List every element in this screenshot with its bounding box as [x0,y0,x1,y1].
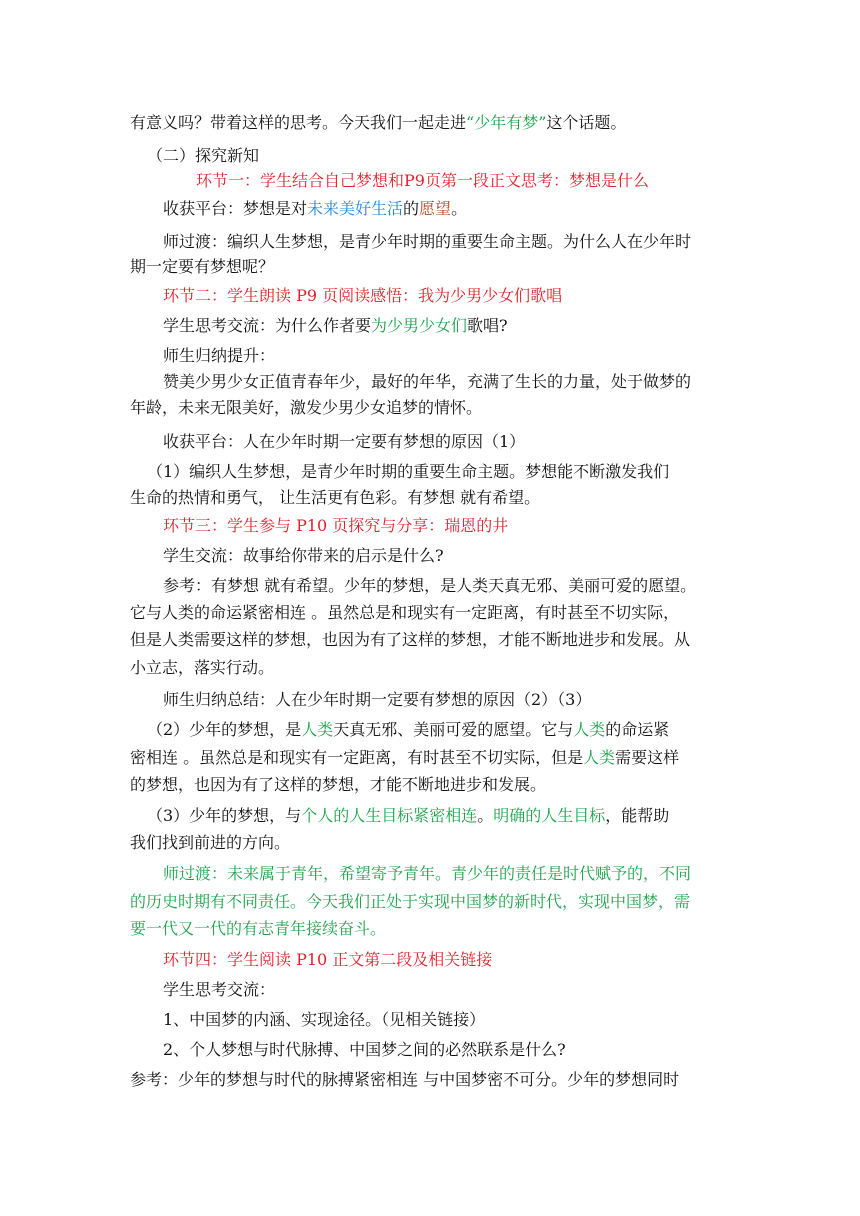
text-line: 参考：有梦想 就有希望。少年的梦想，是人类天真无邪、美丽可爱的愿望。 [163,576,697,595]
text-line: 师过渡：编织人生梦想，是青少年时期的重要生命主题。为什么人在少年时 [163,232,692,251]
text-line: 学生交流：故事给你带来的启示是什么? [163,546,444,565]
transition-text: 师过渡：未来属于青年，希望寄予青年。青少年的责任是时代赋予的，不同 [163,864,692,883]
text-line: 密相连 。虽然总是和现实有一定距离，有时甚至不切实际，但是人类需要这样 [130,748,680,767]
text-line: 学生思考交流：为什么作者要为少男少女们歌唱? [163,316,508,335]
text-line: 年龄，未来无限美好，激发少男少女追梦的情怀。 [130,398,483,417]
text-line: （3）少年的梦想，与个人的人生目标紧密相连。明确的人生目标，能帮助 [147,806,670,825]
text-line: 期一定要有梦想呢？ [130,257,275,276]
step-heading: 环节一：学生结合自己梦想和P9页第一段正文思考：梦想是什么 [196,171,649,190]
text-line: 师生归纳总结：人在少年时期一定要有梦想的原因（2）（3） [163,690,592,709]
transition-text: 要一代又一代的有志青年接续奋斗。 [130,919,387,938]
transition-text: 的历史时期有不同责任。今天我们正处于实现中国梦的新时代，实现中国梦，需 [130,892,691,911]
text-line: 小立志，落实行动。 [130,658,275,677]
step-heading: 环节四：学生阅读 P10 正文第二段及相关链接 [163,950,493,969]
text-line: 赞美少男少女正值青春年少，最好的年华，充满了生长的力量，处于做梦的 [163,372,692,391]
text-line: 我们找到前进的方向。 [130,833,291,852]
text-line: 学生思考交流： [163,980,276,999]
list-item: 1、中国梦的内涵、实现途径。（见相关链接） [163,1010,486,1029]
text-line: 的梦想，也因为有了这样的梦想，才能不断地进步和发展。 [130,775,547,794]
step-heading: 环节二：学生朗读 P9 页阅读感悟：我为少男少女们歌唱 [163,286,563,305]
text-line: 参考：少年的梦想与时代的脉搏紧密相连 与中国梦密不可分。少年的梦想同时 [130,1070,680,1089]
text-line: 它与人类的命运紧密相连 。虽然总是和现实有一定距离，有时甚至不切实际， [130,603,680,622]
section-heading: （二）探究新知 [147,146,260,165]
text-line: 但是人类需要这样的梦想，也因为有了这样的梦想，才能不断地进步和发展。从 [130,630,691,649]
text-line: 有意义吗？带着这样的思考。今天我们一起走进“少年有梦”这个话题。 [130,113,627,132]
text-line: （1）编织人生梦想，是青少年时期的重要生命主题。梦想能不断激发我们 [147,462,670,481]
text-line: 生命的热情和勇气， 让生活更有色彩。有梦想 就有希望。 [130,488,541,507]
list-item: 2、个人梦想与时代脉搏、中国梦之间的必然联系是什么? [163,1040,566,1059]
step-heading: 环节三：学生参与 P10 页探究与分享：瑞恩的井 [163,516,509,535]
text-line: 收获平台：人在少年时期一定要有梦想的原因（1） [163,432,526,451]
text-line: 师生归纳提升： [163,346,276,365]
text-line: 收获平台：梦想是对未来美好生活的愿望。 [163,199,468,218]
text-line: （2）少年的梦想，是人类天真无邪、美丽可爱的愿望。它与人类的命运紧 [147,720,670,739]
